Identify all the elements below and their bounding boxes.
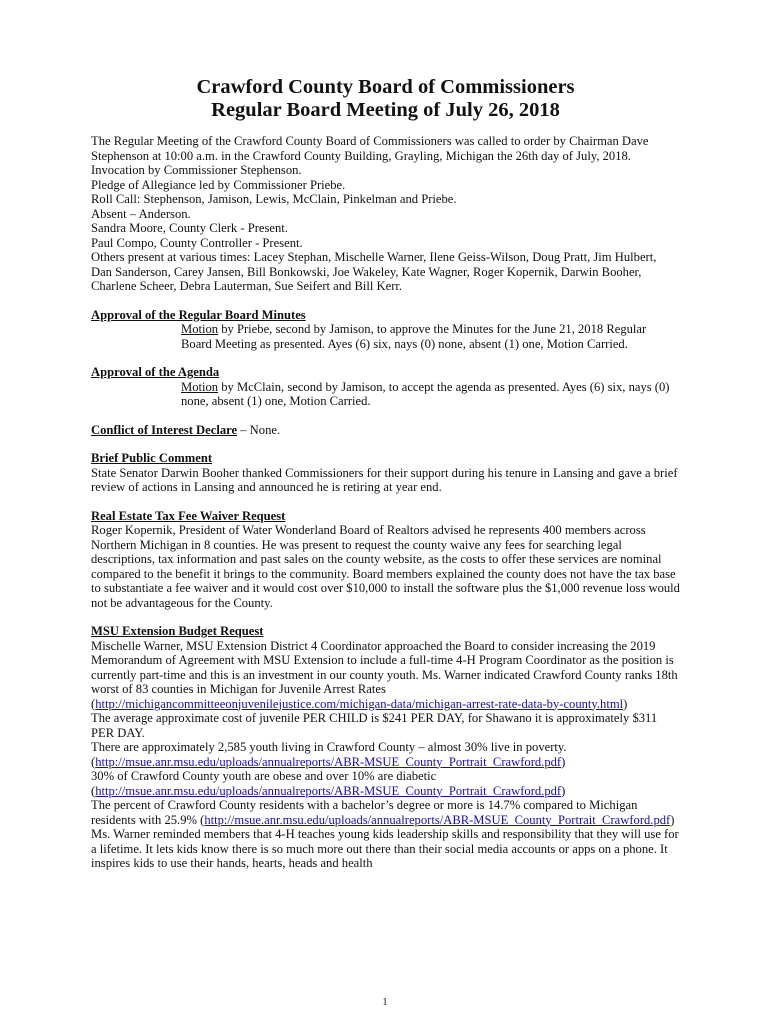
others-present: Others present at various times: Lacey Stephan, Mischelle Warner, Ilene Geiss-Wilson, Doug Pratt, Jim Hulbert, Dan Sanderson, Carey Jansen, Bill Bonkowski, Joe Wakeley, Kate Wagner, Roger Kopernik, Darwin Booher, Charlene Scheer, Debra Lauterman, Sue Seifert and Bill Kerr. [91, 250, 657, 293]
msu-p1-text: Mischelle Warner, MSU Extension District 4 Coordinator approached the Board to consider increasing the 2019 Memorandum of Agreement with MSU Extension to include a full-time 4-H Program Coordinator as the position is currently part-time and this is an investment in our county youth. Ms. Warner indicated Crawford County ranks 18th worst of 83 counties in Michigan for Juvenile Arrest Rates ( [91, 638, 678, 711]
msu-paragraph-3 [91, 740, 680, 769]
conflict-text: – None. [237, 422, 281, 437]
msu-paragraph-5 [91, 798, 680, 827]
call-to-order: The Regular Meeting of the Crawford County Board of Commissioners was called to order by Chairman Dave Stephenson at 10:00 a.m. in the Crawford County Building, Grayling, Michigan the 26th day of July, 2018. [91, 134, 649, 163]
absent: Absent – Anderson. [91, 206, 191, 221]
public-comment-section [91, 451, 680, 495]
motion-label: Motion [181, 322, 219, 336]
msu-paragraph-4 [91, 769, 680, 798]
msu-paragraph-6: Ms. Warner reminded members that 4-H teaches young kids leadership skills and responsibility that they will use for a lifetime. It lets kids know there is so much more out there than their social media accounts or apps on a phone. It inspires kids to use their hands, hearts, heads and health [91, 827, 679, 870]
minutes-section [91, 308, 680, 352]
motion-label: Motion [181, 379, 219, 394]
document-title [91, 76, 680, 122]
public-comment-heading: Brief Public Comment [91, 451, 213, 465]
agenda-motion [91, 380, 680, 409]
minutes-motion-text: by Priebe, second by Jamison, to approve the Minutes for the June 21, 2018 Regular Board Meeting as presented. Ayes (6) six, nays (0) none, absent (1) one, Motion Carried. [181, 322, 647, 351]
agenda-section [91, 365, 680, 409]
msu-heading: MSU Extension Budget Request [91, 624, 264, 638]
real-estate-heading: Real Estate Tax Fee Waiver Request [91, 508, 286, 523]
pledge: Pledge of Allegiance led by Commissioner Priebe. [91, 177, 346, 192]
juvenile-justice-link[interactable]: http://michigancommitteeonjuvenilejustice.com/michigan-data/michigan-arrest-rate-data-by-county.html [95, 696, 624, 711]
minutes-heading: Approval of the Regular Board Minutes [91, 307, 306, 322]
paren-close: ) [623, 696, 628, 711]
title-line-1: Crawford County Board of Commissioners [196, 76, 575, 98]
title-line-2: Regular Board Meeting of July 26, 2018 [211, 99, 560, 121]
conflict-heading: Conflict of Interest Declare [91, 422, 238, 437]
conflict-line [91, 423, 680, 438]
county-portrait-link[interactable]: http://msue.anr.msu.edu/uploads/annualreports/ABR-MSUE_County_Portrait_Crawford.pdf [204, 812, 671, 827]
msu-paragraph-1 [91, 639, 680, 712]
minutes-motion [91, 322, 680, 351]
page-number: 1 [382, 997, 388, 1008]
paren-close: ) [561, 754, 566, 769]
clerk-present: Sandra Moore, County Clerk - Present. [91, 221, 288, 235]
paren-close: ) [561, 783, 566, 798]
real-estate-section [91, 509, 680, 611]
roll-call: Roll Call: Stephenson, Jamison, Lewis, McClain, Pinkelman and Priebe. [91, 192, 457, 206]
msu-p4-text: 30% of Crawford County youth are obese and over 10% are diabetic ( [91, 769, 437, 798]
intro-block [91, 134, 680, 294]
agenda-heading: Approval of the Agenda [91, 365, 220, 379]
public-comment-text: State Senator Darwin Booher thanked Commissioners for their support during his tenure in Lansing and gave a brief review of actions in Lansing and announced he is retiring at year end. [91, 465, 678, 494]
controller-present: Paul Compo, County Controller - Present. [91, 235, 303, 250]
real-estate-text: Roger Kopernik, President of Water Wonderland Board of Realtors advised he represents 400 members across Northern Michigan in 8 counties. He was present to request the county waive any fees for searching legal descriptions, tax information and past sales on the county website, as the costs to offer these services are nominal compared to the benefit it brings to the community. Board members explained the county does not have the tax base to substantiate a fee waiver and it would cost over $10,000 to install the software plus the $1,000 revenue loss would not be advantageous for the County. [91, 523, 680, 610]
conflict-section [91, 423, 680, 438]
paren-close: ) [670, 812, 675, 827]
invocation: Invocation by Commissioner Stephenson. [91, 163, 302, 177]
county-portrait-link[interactable]: http://msue.anr.msu.edu/uploads/annualreports/ABR-MSUE_County_Portrait_Crawford.pdf [95, 783, 562, 798]
msu-p5-text: The percent of Crawford County residents with a bachelor’s degree or more is 14.7% compared to Michigan residents with 25.9% ( [91, 798, 638, 827]
county-portrait-link[interactable]: http://msue.anr.msu.edu/uploads/annualreports/ABR-MSUE_County_Portrait_Crawford.pdf [95, 754, 562, 769]
msu-paragraph-2: The average approximate cost of juvenile PER CHILD is $241 PER DAY, for Shawano it is approximately $311 PER DAY. [91, 711, 658, 740]
msu-p3-text: There are approximately 2,585 youth living in Crawford County – almost 30% live in poverty. ( [91, 740, 567, 769]
agenda-motion-text: by McClain, second by Jamison, to accept the agenda as presented. Ayes (6) six, nays (0) none, absent (1) one, Motion Carried. [181, 379, 670, 408]
msu-section [91, 624, 680, 871]
